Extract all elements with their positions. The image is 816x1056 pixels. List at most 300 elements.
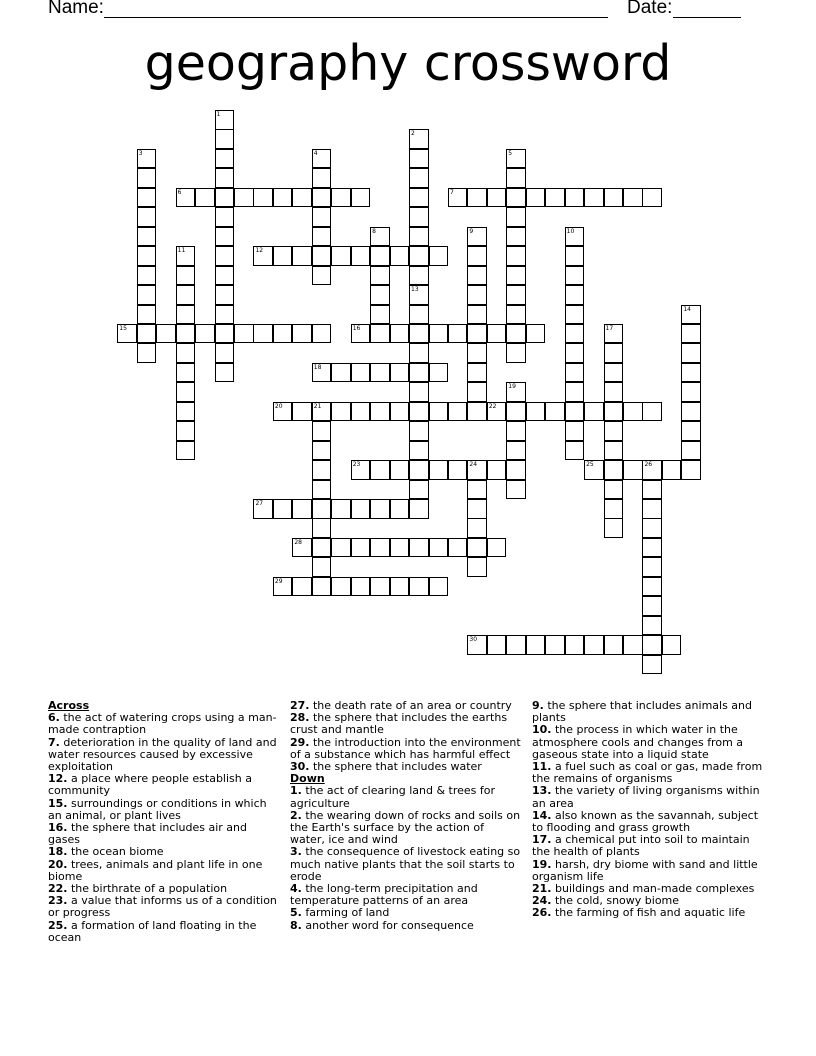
crossword-cell[interactable] — [565, 266, 585, 286]
crossword-cell[interactable] — [215, 363, 235, 383]
crossword-cell[interactable] — [409, 499, 429, 519]
crossword-cell[interactable] — [253, 188, 273, 208]
clue-number: 11 — [177, 247, 186, 255]
crossword-cell[interactable] — [137, 207, 157, 227]
crossword-cell[interactable] — [215, 343, 235, 363]
crossword-cell[interactable] — [409, 480, 429, 500]
crossword-cell[interactable] — [370, 227, 390, 247]
crossword-cell[interactable] — [215, 188, 235, 208]
crossword-cell[interactable] — [370, 266, 390, 286]
crossword-cell[interactable] — [195, 324, 215, 344]
crossword-cell[interactable] — [312, 557, 332, 577]
crossword-cell[interactable] — [429, 402, 449, 422]
crossword-cell[interactable] — [409, 129, 429, 149]
crossword-cell[interactable] — [545, 635, 565, 655]
crossword-cell[interactable] — [642, 616, 662, 636]
crossword-cell[interactable] — [604, 460, 624, 480]
crossword-cell[interactable] — [312, 480, 332, 500]
crossword-cell[interactable] — [351, 246, 371, 266]
crossword-cell[interactable] — [506, 343, 526, 363]
crossword-cell[interactable] — [137, 343, 157, 363]
crossword-cell[interactable] — [642, 538, 662, 558]
crossword-cell[interactable] — [467, 382, 487, 402]
crossword-cell[interactable] — [390, 538, 410, 558]
crossword-cell[interactable] — [467, 285, 487, 305]
crossword-cell[interactable] — [312, 518, 332, 538]
crossword-cell[interactable] — [409, 305, 429, 325]
crossword-cell[interactable] — [623, 402, 643, 422]
crossword-cell[interactable] — [526, 324, 546, 344]
crossword-cell[interactable] — [565, 246, 585, 266]
crossword-cell[interactable] — [273, 324, 293, 344]
crossword-cell[interactable] — [312, 499, 332, 519]
crossword-cell[interactable] — [662, 460, 682, 480]
crossword-cell[interactable] — [681, 460, 701, 480]
clue-number-label: 8. — [290, 918, 302, 932]
crossword-cell[interactable] — [370, 538, 390, 558]
crossword-cell[interactable] — [253, 324, 273, 344]
page-title: geography crossword — [144, 35, 672, 92]
crossword-cell[interactable] — [292, 246, 312, 266]
crossword-cell[interactable] — [409, 343, 429, 363]
crossword-cell[interactable] — [215, 266, 235, 286]
crossword-cell[interactable] — [273, 499, 293, 519]
crossword-cell[interactable] — [681, 382, 701, 402]
crossword-cell[interactable] — [429, 246, 449, 266]
crossword-cell[interactable] — [176, 324, 196, 344]
crossword-cell[interactable] — [429, 538, 449, 558]
crossword-cell[interactable] — [390, 363, 410, 383]
crossword-cell[interactable] — [642, 499, 662, 519]
clue-item — [532, 907, 770, 919]
crossword-cell[interactable] — [604, 421, 624, 441]
crossword-cell[interactable] — [681, 441, 701, 461]
crossword-cell[interactable] — [370, 499, 390, 519]
crossword-cell[interactable] — [370, 363, 390, 383]
crossword-cell[interactable] — [681, 363, 701, 383]
crossword-cell[interactable] — [137, 246, 157, 266]
crossword-cell[interactable] — [642, 518, 662, 538]
crossword-cell[interactable] — [331, 188, 351, 208]
crossword-cell[interactable] — [331, 402, 351, 422]
crossword-cell[interactable] — [370, 246, 390, 266]
crossword-cell[interactable] — [390, 402, 410, 422]
crossword-cell[interactable] — [253, 499, 273, 519]
crossword-cell[interactable] — [604, 635, 624, 655]
crossword-cell[interactable] — [662, 635, 682, 655]
crossword-cell[interactable] — [292, 538, 312, 558]
crossword-cell[interactable] — [409, 441, 429, 461]
crossword-cell[interactable] — [176, 363, 196, 383]
crossword-cell[interactable] — [312, 149, 332, 169]
crossword-cell[interactable] — [409, 207, 429, 227]
crossword-cell[interactable] — [506, 324, 526, 344]
crossword-cell[interactable] — [448, 460, 468, 480]
crossword-cell[interactable] — [604, 363, 624, 383]
clue-item — [290, 846, 522, 883]
crossword-cell[interactable] — [137, 168, 157, 188]
crossword-cell[interactable] — [506, 227, 526, 247]
crossword-cell[interactable] — [681, 402, 701, 422]
crossword-cell[interactable] — [448, 324, 468, 344]
crossword-cell[interactable] — [390, 460, 410, 480]
crossword-cell[interactable] — [273, 577, 293, 597]
crossword-cell[interactable] — [351, 188, 371, 208]
crossword-cell[interactable] — [351, 460, 371, 480]
clue-text: the act of watering crops using a man-made contraption — [48, 711, 277, 737]
crossword-cell[interactable] — [176, 285, 196, 305]
crossword-cell[interactable] — [292, 324, 312, 344]
crossword-cell[interactable] — [390, 324, 410, 344]
clue-item — [290, 785, 522, 809]
crossword-cell[interactable] — [234, 324, 254, 344]
crossword-cell[interactable] — [681, 421, 701, 441]
crossword-cell[interactable] — [409, 285, 429, 305]
crossword-cell[interactable] — [604, 441, 624, 461]
crossword-cell[interactable] — [467, 324, 487, 344]
crossword-cell[interactable] — [565, 188, 585, 208]
crossword-cell[interactable] — [467, 227, 487, 247]
crossword-cell[interactable] — [584, 402, 604, 422]
clue-number-label: 27. — [290, 699, 310, 712]
crossword-cell[interactable] — [312, 266, 332, 286]
crossword-cell[interactable] — [565, 324, 585, 344]
crossword-cell[interactable] — [195, 188, 215, 208]
crossword-cell[interactable] — [312, 538, 332, 558]
crossword-cell[interactable] — [331, 246, 351, 266]
clue-number-label: 29. — [290, 735, 310, 749]
crossword-cell[interactable] — [448, 402, 468, 422]
crossword-cell[interactable] — [409, 363, 429, 383]
clue-number-label: 12. — [48, 772, 68, 786]
clue-number-label: 16. — [48, 821, 68, 835]
crossword-cell[interactable] — [448, 188, 468, 208]
crossword-cell[interactable] — [467, 480, 487, 500]
crossword-cell[interactable] — [467, 518, 487, 538]
crossword-cell[interactable] — [487, 402, 507, 422]
crossword-cell[interactable] — [176, 421, 196, 441]
crossword-cell[interactable] — [312, 246, 332, 266]
crossword-cell[interactable] — [117, 324, 137, 344]
crossword-cell[interactable] — [584, 635, 604, 655]
crossword-cell[interactable] — [584, 188, 604, 208]
crossword-cell[interactable] — [351, 499, 371, 519]
clue-text: the long-term precipitation and temperature patterns of an area — [290, 882, 478, 908]
crossword-cell[interactable] — [370, 305, 390, 325]
down-heading: Down — [290, 772, 325, 786]
crossword-cell[interactable] — [429, 577, 449, 597]
crossword-cell[interactable] — [409, 402, 429, 422]
crossword-cell[interactable] — [215, 227, 235, 247]
crossword-cell[interactable] — [506, 266, 526, 286]
crossword-cell[interactable] — [312, 363, 332, 383]
crossword-cell[interactable] — [351, 363, 371, 383]
crossword-cell[interactable] — [234, 188, 254, 208]
clue-number-label: 15. — [48, 796, 68, 810]
clue-number-label: 1. — [290, 784, 302, 798]
crossword-cell[interactable] — [506, 207, 526, 227]
crossword-cell[interactable] — [137, 188, 157, 208]
crossword-cell[interactable] — [506, 188, 526, 208]
crossword-cell[interactable] — [487, 188, 507, 208]
clue-item — [532, 700, 770, 724]
clue-item — [48, 822, 280, 846]
crossword-cell[interactable] — [565, 363, 585, 383]
clue-text: the ocean biome — [67, 845, 164, 859]
crossword-cell[interactable] — [312, 441, 332, 461]
crossword-cell[interactable] — [351, 538, 371, 558]
crossword-cell[interactable] — [526, 635, 546, 655]
crossword-cell[interactable] — [215, 207, 235, 227]
crossword-cell[interactable] — [409, 382, 429, 402]
crossword-cell[interactable] — [429, 363, 449, 383]
crossword-cell[interactable] — [467, 246, 487, 266]
crossword-cell[interactable] — [370, 577, 390, 597]
crossword-cell[interactable] — [487, 460, 507, 480]
crossword-cell[interactable] — [292, 499, 312, 519]
crossword-cell[interactable] — [409, 246, 429, 266]
clue-text: harsh, dry biome with sand and little organism life — [532, 857, 758, 883]
crossword-cell[interactable] — [312, 460, 332, 480]
crossword-cell[interactable] — [409, 460, 429, 480]
crossword-cell[interactable] — [273, 402, 293, 422]
clue-text: the consequence of livestock eating so much native plants that the soil starts to erode — [290, 845, 521, 883]
crossword-cell[interactable] — [390, 246, 410, 266]
crossword-cell[interactable] — [604, 324, 624, 344]
crossword-cell[interactable] — [409, 188, 429, 208]
crossword-cell[interactable] — [506, 402, 526, 422]
clue-number: 4 — [313, 149, 318, 157]
crossword-cell[interactable] — [273, 246, 293, 266]
crossword-cell[interactable] — [409, 227, 429, 247]
crossword-cell[interactable] — [642, 480, 662, 500]
crossword-cell[interactable] — [370, 402, 390, 422]
crossword-cell[interactable] — [487, 538, 507, 558]
crossword-cell[interactable] — [331, 499, 351, 519]
crossword-cell[interactable] — [137, 305, 157, 325]
crossword-cell[interactable] — [292, 402, 312, 422]
crossword-cell[interactable] — [137, 285, 157, 305]
crossword-cell[interactable] — [681, 324, 701, 344]
crossword-cell[interactable] — [409, 421, 429, 441]
clue-number: 14 — [683, 305, 691, 313]
crossword-cell[interactable] — [156, 324, 176, 344]
crossword-cell[interactable] — [176, 266, 196, 286]
clue-text: the wearing down of rocks and soils on the Earth's surface by the action of water, ice and wind — [290, 808, 521, 847]
crossword-cell[interactable] — [506, 305, 526, 325]
crossword-cell[interactable] — [215, 305, 235, 325]
crossword-cell[interactable] — [545, 188, 565, 208]
crossword-cell[interactable] — [467, 402, 487, 422]
crossword-cell[interactable] — [390, 499, 410, 519]
crossword-cell[interactable] — [526, 402, 546, 422]
crossword-cell[interactable] — [215, 324, 235, 344]
crossword-cell[interactable] — [409, 577, 429, 597]
crossword-cell[interactable] — [681, 343, 701, 363]
crossword-cell[interactable] — [176, 188, 196, 208]
clue-text: the sphere that includes air and gases — [48, 821, 247, 847]
crossword-cell[interactable] — [312, 421, 332, 441]
clue-number: 27 — [255, 500, 264, 507]
crossword-cell[interactable] — [370, 285, 390, 305]
crossword-cell[interactable] — [642, 460, 662, 480]
clue-item — [48, 798, 280, 822]
crossword-cell[interactable] — [623, 635, 643, 655]
crossword-cell[interactable] — [176, 246, 196, 266]
crossword-cell[interactable] — [565, 421, 585, 441]
clue-number: 30 — [469, 636, 478, 644]
crossword-cell[interactable] — [584, 460, 604, 480]
crossword-cell[interactable] — [565, 382, 585, 402]
crossword-cell[interactable] — [253, 246, 273, 266]
crossword-cell[interactable] — [565, 227, 585, 247]
clue-item — [290, 883, 522, 907]
clue-number: 2 — [411, 130, 415, 138]
crossword-cell[interactable] — [312, 227, 332, 247]
clue-item — [48, 773, 280, 797]
crossword-cell[interactable] — [604, 518, 624, 538]
crossword-cell[interactable] — [623, 188, 643, 208]
crossword-cell[interactable] — [467, 557, 487, 577]
crossword-cell[interactable] — [681, 305, 701, 325]
crossword-cell[interactable] — [642, 557, 662, 577]
crossword-cell[interactable] — [565, 441, 585, 461]
crossword-cell[interactable] — [312, 402, 332, 422]
crossword-cell[interactable] — [642, 577, 662, 597]
crossword-cell[interactable] — [215, 149, 235, 169]
crossword-cell[interactable] — [642, 188, 662, 208]
crossword-cell[interactable] — [565, 343, 585, 363]
crossword-cell[interactable] — [137, 324, 157, 344]
crossword-cell[interactable] — [409, 324, 429, 344]
crossword-cell[interactable] — [292, 577, 312, 597]
crossword-cell[interactable] — [429, 324, 449, 344]
crossword-cell[interactable] — [176, 305, 196, 325]
crossword-cell[interactable] — [506, 149, 526, 169]
crossword-cell[interactable] — [215, 246, 235, 266]
crossword-cell[interactable] — [565, 635, 585, 655]
crossword-cell[interactable] — [351, 402, 371, 422]
crossword-cell[interactable] — [137, 227, 157, 247]
crossword-cell[interactable] — [467, 499, 487, 519]
crossword-cell[interactable] — [176, 402, 196, 422]
crossword-cell[interactable] — [351, 577, 371, 597]
crossword-cell[interactable] — [331, 538, 351, 558]
clue-number-label: 7. — [48, 735, 60, 749]
crossword-cell[interactable] — [642, 635, 662, 655]
crossword-cell[interactable] — [526, 188, 546, 208]
crossword-cell[interactable] — [467, 635, 487, 655]
crossword-cell[interactable] — [467, 538, 487, 558]
crossword-cell[interactable] — [215, 168, 235, 188]
crossword-cell[interactable] — [312, 324, 332, 344]
crossword-cell[interactable] — [292, 188, 312, 208]
crossword-cell[interactable] — [312, 168, 332, 188]
crossword-cell[interactable] — [623, 460, 643, 480]
crossword-cell[interactable] — [137, 266, 157, 286]
crossword-cell[interactable] — [409, 266, 429, 286]
clue-text: trees, animals and plant life in one biome — [48, 857, 263, 883]
crossword-cell[interactable] — [565, 305, 585, 325]
clue-text: buildings and man-made complexes — [551, 882, 755, 896]
crossword-cell[interactable] — [604, 382, 624, 402]
crossword-cell[interactable] — [351, 324, 371, 344]
crossword-cell[interactable] — [467, 266, 487, 286]
crossword-cell[interactable] — [642, 402, 662, 422]
crossword-cell[interactable] — [467, 305, 487, 325]
clue-text: the variety of living organisms within an area — [532, 784, 760, 810]
crossword-cell[interactable] — [506, 382, 526, 402]
crossword-cell[interactable] — [176, 441, 196, 461]
crossword-cell[interactable] — [487, 635, 507, 655]
crossword-cell[interactable] — [215, 129, 235, 149]
crossword-cell[interactable] — [467, 188, 487, 208]
crossword-cell[interactable] — [467, 343, 487, 363]
clue-number-label: 28. — [290, 711, 310, 725]
crossword-cell[interactable] — [604, 480, 624, 500]
down-clue-list-continued — [532, 700, 770, 920]
crossword-cell[interactable] — [370, 324, 390, 344]
crossword-cell[interactable] — [312, 207, 332, 227]
crossword-cell[interactable] — [604, 499, 624, 519]
crossword-cell[interactable] — [273, 188, 293, 208]
crossword-cell[interactable] — [409, 149, 429, 169]
crossword-cell[interactable] — [137, 149, 157, 169]
crossword-cell[interactable] — [506, 460, 526, 480]
crossword-cell[interactable] — [448, 538, 468, 558]
clue-text: the sphere that includes animals and plants — [532, 699, 753, 725]
crossword-cell[interactable] — [176, 343, 196, 363]
crossword-cell[interactable] — [642, 596, 662, 616]
crossword-cell[interactable] — [390, 577, 410, 597]
crossword-cell[interactable] — [506, 480, 526, 500]
crossword-cell[interactable] — [604, 188, 624, 208]
clue-text: also known as the savannah, subject to flooding and grass growth — [532, 808, 759, 835]
crossword-cell[interactable] — [506, 285, 526, 305]
crossword-cell[interactable] — [506, 441, 526, 461]
crossword-cell[interactable] — [176, 382, 196, 402]
clue-column-2 — [290, 700, 522, 932]
crossword-cell[interactable] — [604, 343, 624, 363]
crossword-cell[interactable] — [565, 285, 585, 305]
crossword-cell[interactable] — [312, 188, 332, 208]
crossword-cell[interactable] — [409, 168, 429, 188]
crossword-cell[interactable] — [642, 655, 662, 675]
crossword-cell[interactable] — [506, 246, 526, 266]
crossword-cell[interactable] — [370, 460, 390, 480]
clue-column-3 — [532, 700, 770, 920]
crossword-cell[interactable] — [467, 460, 487, 480]
crossword-cell[interactable] — [331, 363, 351, 383]
crossword-cell[interactable] — [604, 402, 624, 422]
crossword-cell[interactable] — [545, 402, 565, 422]
crossword-cell[interactable] — [506, 635, 526, 655]
crossword-cell[interactable] — [331, 577, 351, 597]
crossword-cell[interactable] — [429, 460, 449, 480]
clue-number-label: 22. — [48, 882, 68, 896]
clue-item — [532, 761, 770, 785]
crossword-cell[interactable] — [409, 538, 429, 558]
crossword-cell[interactable] — [565, 402, 585, 422]
crossword-cell[interactable] — [312, 577, 332, 597]
crossword-cell[interactable] — [467, 363, 487, 383]
crossword-cell[interactable] — [506, 421, 526, 441]
crossword-cell[interactable] — [215, 110, 235, 130]
crossword-cell[interactable] — [215, 285, 235, 305]
clue-number-label: 3. — [290, 845, 302, 859]
crossword-cell[interactable] — [506, 168, 526, 188]
crossword-cell[interactable] — [487, 324, 507, 344]
